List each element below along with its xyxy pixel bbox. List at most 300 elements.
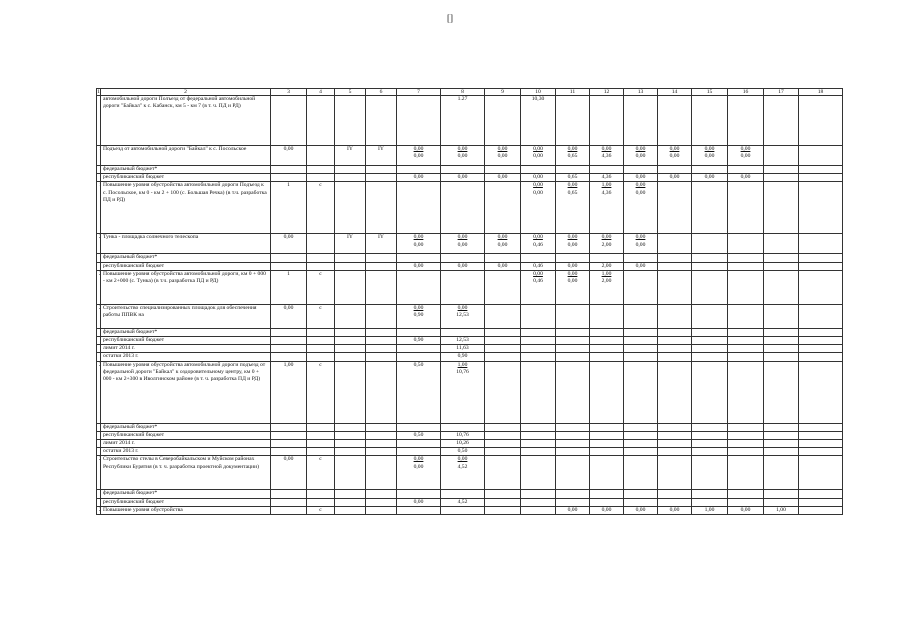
cell-value-bottom: 0,00 — [413, 153, 424, 160]
cell-value-bottom: 2,00 — [601, 241, 612, 248]
cell-col-7 — [397, 234, 441, 254]
cell-col-4 — [307, 423, 335, 431]
cell-col-16 — [728, 423, 764, 431]
cell-col-16 — [728, 146, 764, 166]
cell-col-14 — [658, 423, 692, 431]
cell-value-top: 0,00 — [413, 146, 424, 152]
cell-col-6 — [366, 328, 397, 336]
table-row — [97, 440, 843, 448]
cell-col-16 — [728, 448, 764, 456]
cell-col-4 — [307, 96, 335, 146]
cell-col-13 — [624, 96, 658, 146]
cell-value-top: 0,00 — [457, 456, 468, 463]
row-number — [97, 506, 101, 514]
cell-col-18 — [799, 254, 843, 262]
cell-col-10 — [521, 166, 556, 174]
cell-col-9 — [485, 490, 521, 498]
cell-col-7 — [397, 490, 441, 498]
cell-col-14 — [658, 431, 692, 439]
cell-col-16 — [728, 262, 764, 270]
cell-value-top: 0,00 — [601, 146, 612, 152]
cell-col-18 — [799, 166, 843, 174]
column-header: 14 — [658, 89, 692, 96]
cell-col-16 — [728, 270, 764, 304]
cell-col-6: IY — [366, 234, 397, 254]
cell-col-17 — [764, 448, 799, 456]
cell-col-3: 1 — [271, 182, 307, 234]
cell-col-8 — [441, 234, 485, 254]
cell-value-bottom: 0,00 — [533, 153, 543, 160]
cell-col-8: 0,50 — [441, 448, 485, 456]
cell-col-18 — [799, 234, 843, 254]
cell-col-6 — [366, 174, 397, 182]
cell-col-18 — [799, 353, 843, 361]
table-row — [97, 456, 843, 490]
cell-col-9: 0,00 — [485, 262, 521, 270]
cell-col-13 — [624, 431, 658, 439]
table-row — [97, 166, 843, 174]
cell-col-8 — [441, 254, 485, 262]
cell-col-17 — [764, 490, 799, 498]
table-row — [97, 270, 843, 304]
cell-col-15 — [692, 328, 728, 336]
cell-value-bottom: 0,00 — [635, 153, 646, 160]
cell-col-12 — [590, 146, 624, 166]
cell-col-16 — [728, 361, 764, 423]
cell-col-15 — [692, 254, 728, 262]
cell-col-16 — [728, 254, 764, 262]
cell-col-10 — [521, 254, 556, 262]
cell-col-8 — [441, 423, 485, 431]
row-description: остатки 2013 г. — [101, 448, 271, 456]
table-row — [97, 262, 843, 270]
cell-col-17 — [764, 431, 799, 439]
cell-col-6 — [366, 506, 397, 514]
cell-col-17 — [764, 146, 799, 166]
cell-col-13 — [624, 182, 658, 234]
row-description: федеральный бюджет* — [101, 254, 271, 262]
cell-value-top: 1,00 — [601, 270, 612, 277]
cell-col-17 — [764, 456, 799, 490]
cell-col-18 — [799, 328, 843, 336]
cell-col-13: 0,00 — [624, 262, 658, 270]
cell-col-11 — [556, 431, 590, 439]
cell-col-16 — [728, 96, 764, 146]
cell-col-3 — [271, 96, 307, 146]
cell-col-18 — [799, 304, 843, 328]
cell-col-14 — [658, 96, 692, 146]
cell-col-15 — [692, 490, 728, 498]
cell-value-top: 0,00 — [457, 234, 468, 241]
cell-col-11 — [556, 337, 590, 345]
cell-col-15: 0,00 — [692, 174, 728, 182]
cell-col-15 — [692, 498, 728, 506]
column-header: 7 — [397, 89, 441, 96]
row-description: Строительство специализированных площадок для обеспечения работы ППВК на — [101, 304, 271, 328]
cell-col-11 — [556, 234, 590, 254]
table-row — [97, 234, 843, 254]
cell-col-3: 1,00 — [271, 361, 307, 423]
cell-col-7: 0,00 — [397, 174, 441, 182]
cell-col-8 — [441, 456, 485, 490]
cell-col-10 — [521, 270, 556, 304]
cell-col-8 — [441, 490, 485, 498]
cell-col-4: с — [307, 456, 335, 490]
cell-col-15 — [692, 182, 728, 234]
cell-col-18 — [799, 146, 843, 166]
cell-col-9 — [485, 361, 521, 423]
cell-col-14 — [658, 337, 692, 345]
cell-col-6 — [366, 166, 397, 174]
table-row — [97, 353, 843, 361]
cell-col-9 — [485, 353, 521, 361]
cell-col-18 — [799, 448, 843, 456]
cell-col-6: IY — [366, 146, 397, 166]
cell-col-13 — [624, 254, 658, 262]
cell-col-12 — [590, 182, 624, 234]
cell-col-4: с — [307, 506, 335, 514]
cell-col-11 — [556, 304, 590, 328]
cell-col-17 — [764, 234, 799, 254]
cell-col-10: 0,46 — [521, 262, 556, 270]
table-row — [97, 361, 843, 423]
cell-col-5 — [335, 96, 366, 146]
cell-col-5: IY — [335, 234, 366, 254]
cell-col-17 — [764, 96, 799, 146]
cell-col-9 — [485, 345, 521, 353]
cell-col-17 — [764, 345, 799, 353]
cell-col-4: с — [307, 361, 335, 423]
cell-col-13: 0,00 — [624, 174, 658, 182]
cell-value-top: 0,00 — [413, 304, 424, 311]
cell-col-8 — [441, 182, 485, 234]
cell-col-4 — [307, 234, 335, 254]
cell-col-8 — [441, 166, 485, 174]
row-description: Подъезд от автомобильной дороги "Байкал" к с. Посольское — [101, 146, 271, 166]
cell-col-11 — [556, 328, 590, 336]
cell-col-17 — [764, 270, 799, 304]
cell-col-12 — [590, 440, 624, 448]
cell-col-18 — [799, 431, 843, 439]
cell-col-12 — [590, 353, 624, 361]
cell-col-5 — [335, 440, 366, 448]
cell-col-8 — [441, 328, 485, 336]
cell-col-15 — [692, 304, 728, 328]
cell-col-7: 0,00 — [397, 498, 441, 506]
cell-value-top: 0,00 — [457, 146, 468, 152]
cell-value-top: 0,00 — [601, 234, 612, 241]
cell-col-15 — [692, 431, 728, 439]
cell-col-10 — [521, 423, 556, 431]
cell-col-4: с — [307, 182, 335, 234]
cell-value-bottom: 0,46 — [533, 278, 543, 285]
cell-col-10 — [521, 506, 556, 514]
cell-col-17: 1,00 — [764, 506, 799, 514]
cell-col-8: 10,76 — [441, 431, 485, 439]
cell-col-14 — [658, 456, 692, 490]
cell-col-11 — [556, 146, 590, 166]
cell-value-bottom: 4,52 — [457, 463, 468, 470]
cell-col-6 — [366, 270, 397, 304]
cell-col-3 — [271, 328, 307, 336]
cell-col-11 — [556, 254, 590, 262]
cell-col-10 — [521, 182, 556, 234]
cell-col-11: 0,00 — [556, 506, 590, 514]
cell-col-4: с — [307, 270, 335, 304]
cell-col-13 — [624, 328, 658, 336]
cell-col-6 — [366, 431, 397, 439]
cell-col-3: 0,00 — [271, 456, 307, 490]
cell-col-9 — [485, 328, 521, 336]
cell-col-15 — [692, 262, 728, 270]
cell-col-9 — [485, 456, 521, 490]
cell-value-top: 0,00 — [567, 270, 578, 277]
cell-col-11 — [556, 498, 590, 506]
cell-col-13 — [624, 304, 658, 328]
cell-value-bottom: 0,00 — [567, 241, 578, 248]
cell-col-6 — [366, 337, 397, 345]
cell-col-6 — [366, 262, 397, 270]
cell-col-12 — [590, 270, 624, 304]
cell-col-15 — [692, 353, 728, 361]
cell-col-9 — [485, 337, 521, 345]
cell-col-7 — [397, 146, 441, 166]
cell-col-15 — [692, 456, 728, 490]
cell-col-8 — [441, 146, 485, 166]
cell-col-12 — [590, 456, 624, 490]
cell-col-7 — [397, 361, 441, 423]
cell-col-4 — [307, 174, 335, 182]
cell-value-bottom: 0,65 — [567, 189, 578, 196]
cell-col-12: 2,00 — [590, 262, 624, 270]
cell-col-9 — [485, 166, 521, 174]
cell-col-14 — [658, 304, 692, 328]
cell-col-11 — [556, 182, 590, 234]
cell-col-16 — [728, 456, 764, 490]
cell-col-4 — [307, 498, 335, 506]
cell-value-bottom: 0,90 — [413, 312, 424, 319]
cell-value-bottom: 4,36 — [601, 153, 612, 160]
cell-col-12 — [590, 234, 624, 254]
cell-value-top: 0,00 — [740, 146, 751, 152]
cell-value-top: 0,00 — [533, 146, 543, 152]
cell-col-16 — [728, 328, 764, 336]
cell-col-3 — [271, 423, 307, 431]
cell-value-bottom: 4,36 — [601, 189, 612, 196]
cell-col-15 — [692, 166, 728, 174]
cell-col-14 — [658, 146, 692, 166]
cell-col-4 — [307, 448, 335, 456]
cell-col-18 — [799, 345, 843, 353]
cell-value-top: 0,00 — [704, 146, 715, 152]
cell-col-16 — [728, 431, 764, 439]
cell-col-6 — [366, 448, 397, 456]
table-row — [97, 328, 843, 336]
cell-col-3 — [271, 337, 307, 345]
cell-col-5 — [335, 304, 366, 328]
cell-col-12 — [590, 166, 624, 174]
cell-col-16 — [728, 498, 764, 506]
column-header: 18 — [799, 89, 843, 96]
cell-value-top: 0,00 — [413, 456, 424, 463]
cell-value-bottom: 0,00 — [413, 241, 424, 248]
cell-col-14 — [658, 262, 692, 270]
cell-col-12 — [590, 490, 624, 498]
cell-col-13 — [624, 353, 658, 361]
table-row — [97, 498, 843, 506]
cell-col-5 — [335, 423, 366, 431]
cell-col-3: 0,00 — [271, 304, 307, 328]
row-description: Строительство стелы в Северобайкальском и Муйском районах Республики Бурятия (в т. ч. разработка проектной документации) — [101, 456, 271, 490]
cell-col-11 — [556, 345, 590, 353]
cell-value-bottom: 0,00 — [635, 189, 646, 196]
cell-col-3: 0,00 — [271, 234, 307, 254]
column-header: 4 — [307, 89, 335, 96]
cell-value-top: 0,00 — [533, 234, 543, 241]
cell-col-13 — [624, 361, 658, 423]
cell-col-17 — [764, 304, 799, 328]
cell-col-12: 4,36 — [590, 174, 624, 182]
cell-col-9 — [485, 182, 521, 234]
cell-col-11 — [556, 448, 590, 456]
cell-col-5 — [335, 490, 366, 498]
table-row — [97, 345, 843, 353]
cell-col-6 — [366, 254, 397, 262]
cell-col-17 — [764, 328, 799, 336]
cell-col-11 — [556, 96, 590, 146]
cell-value-top: 0,00 — [497, 234, 508, 241]
cell-col-12 — [590, 423, 624, 431]
cell-value-bottom: 0,00 — [533, 189, 543, 196]
cell-col-10 — [521, 440, 556, 448]
cell-col-14 — [658, 182, 692, 234]
cell-col-11 — [556, 490, 590, 498]
cell-col-7 — [397, 166, 441, 174]
cell-col-14 — [658, 361, 692, 423]
cell-col-18 — [799, 498, 843, 506]
column-header: 9 — [485, 89, 521, 96]
cell-col-14 — [658, 498, 692, 506]
cell-col-11 — [556, 423, 590, 431]
cell-col-11: 0,00 — [556, 262, 590, 270]
cell-value-bottom: 0,00 — [740, 153, 751, 160]
cell-col-3 — [271, 353, 307, 361]
cell-col-3 — [271, 506, 307, 514]
cell-col-3 — [271, 166, 307, 174]
cell-col-11 — [556, 270, 590, 304]
column-header: 17 — [764, 89, 799, 96]
cell-col-16: 0,00 — [728, 174, 764, 182]
table-row — [97, 431, 843, 439]
cell-col-4 — [307, 166, 335, 174]
cell-value-top: 0,00 — [533, 270, 543, 277]
cell-col-17 — [764, 337, 799, 345]
cell-col-15 — [692, 234, 728, 254]
cell-col-3 — [271, 498, 307, 506]
row-description: федеральный бюджет* — [101, 423, 271, 431]
table-row — [97, 254, 843, 262]
column-header: 6 — [366, 89, 397, 96]
cell-col-13: 0,00 — [624, 506, 658, 514]
cell-col-12 — [590, 431, 624, 439]
column-header: 1 — [97, 89, 100, 95]
cell-col-7 — [397, 96, 441, 146]
cell-col-5 — [335, 254, 366, 262]
cell-col-15 — [692, 361, 728, 423]
cell-col-12 — [590, 498, 624, 506]
cell-col-6 — [366, 304, 397, 328]
cell-col-14 — [658, 270, 692, 304]
cell-value-top: 1,00 — [457, 361, 468, 368]
column-header: 15 — [692, 89, 728, 96]
cell-col-13 — [624, 456, 658, 490]
cell-col-12 — [590, 361, 624, 423]
cell-col-8: 0,00 — [441, 174, 485, 182]
cell-col-3 — [271, 262, 307, 270]
cell-col-12: 0,00 — [590, 506, 624, 514]
budget-table — [96, 88, 843, 515]
cell-col-9 — [485, 498, 521, 506]
cell-col-6 — [366, 490, 397, 498]
table-row — [97, 337, 843, 345]
cell-col-9 — [485, 304, 521, 328]
cell-col-16 — [728, 345, 764, 353]
cell-col-8: 0,90 — [441, 353, 485, 361]
cell-col-10 — [521, 448, 556, 456]
table-row — [97, 506, 843, 514]
cell-col-6 — [366, 353, 397, 361]
cell-col-15 — [692, 96, 728, 146]
cell-col-17 — [764, 182, 799, 234]
cell-col-13 — [624, 234, 658, 254]
cell-col-17 — [764, 166, 799, 174]
cell-col-15 — [692, 448, 728, 456]
cell-value-bottom: 12,53 — [456, 312, 469, 319]
cell-col-14 — [658, 234, 692, 254]
cell-col-16 — [728, 234, 764, 254]
cell-col-10 — [521, 337, 556, 345]
cell-col-4 — [307, 431, 335, 439]
cell-col-7: 0,50 — [397, 431, 441, 439]
cell-col-16 — [728, 353, 764, 361]
cell-value-top: 0,00 — [567, 234, 578, 241]
cell-value-top: 0,00 — [413, 234, 424, 241]
cell-col-12 — [590, 96, 624, 146]
cell-col-7 — [397, 506, 441, 514]
cell-col-4 — [307, 254, 335, 262]
table-row — [97, 304, 843, 328]
cell-col-16 — [728, 166, 764, 174]
cell-col-13 — [624, 423, 658, 431]
cell-col-8 — [441, 304, 485, 328]
row-description: республиканский бюджет — [101, 431, 271, 439]
page-number: [] — [447, 13, 453, 23]
cell-value-top: 0,00 — [669, 146, 680, 152]
cell-col-5 — [335, 456, 366, 490]
cell-col-4 — [307, 146, 335, 166]
cell-col-8: 0,00 — [441, 262, 485, 270]
cell-col-14 — [658, 166, 692, 174]
cell-value-top: 1,00 — [601, 182, 612, 189]
cell-col-13 — [624, 337, 658, 345]
table-header-row — [97, 89, 843, 96]
cell-col-8: 12,53 — [441, 337, 485, 345]
cell-col-5 — [335, 270, 366, 304]
cell-col-14 — [658, 353, 692, 361]
row-description: федеральный бюджет* — [101, 490, 271, 498]
row-description: Повышение уровня обустройства автомобильной дороги, км 0 + 000 - км 2+000 (с. Тунка) (в т.ч. разработка ПД и РД) — [101, 270, 271, 304]
cell-col-3 — [271, 345, 307, 353]
